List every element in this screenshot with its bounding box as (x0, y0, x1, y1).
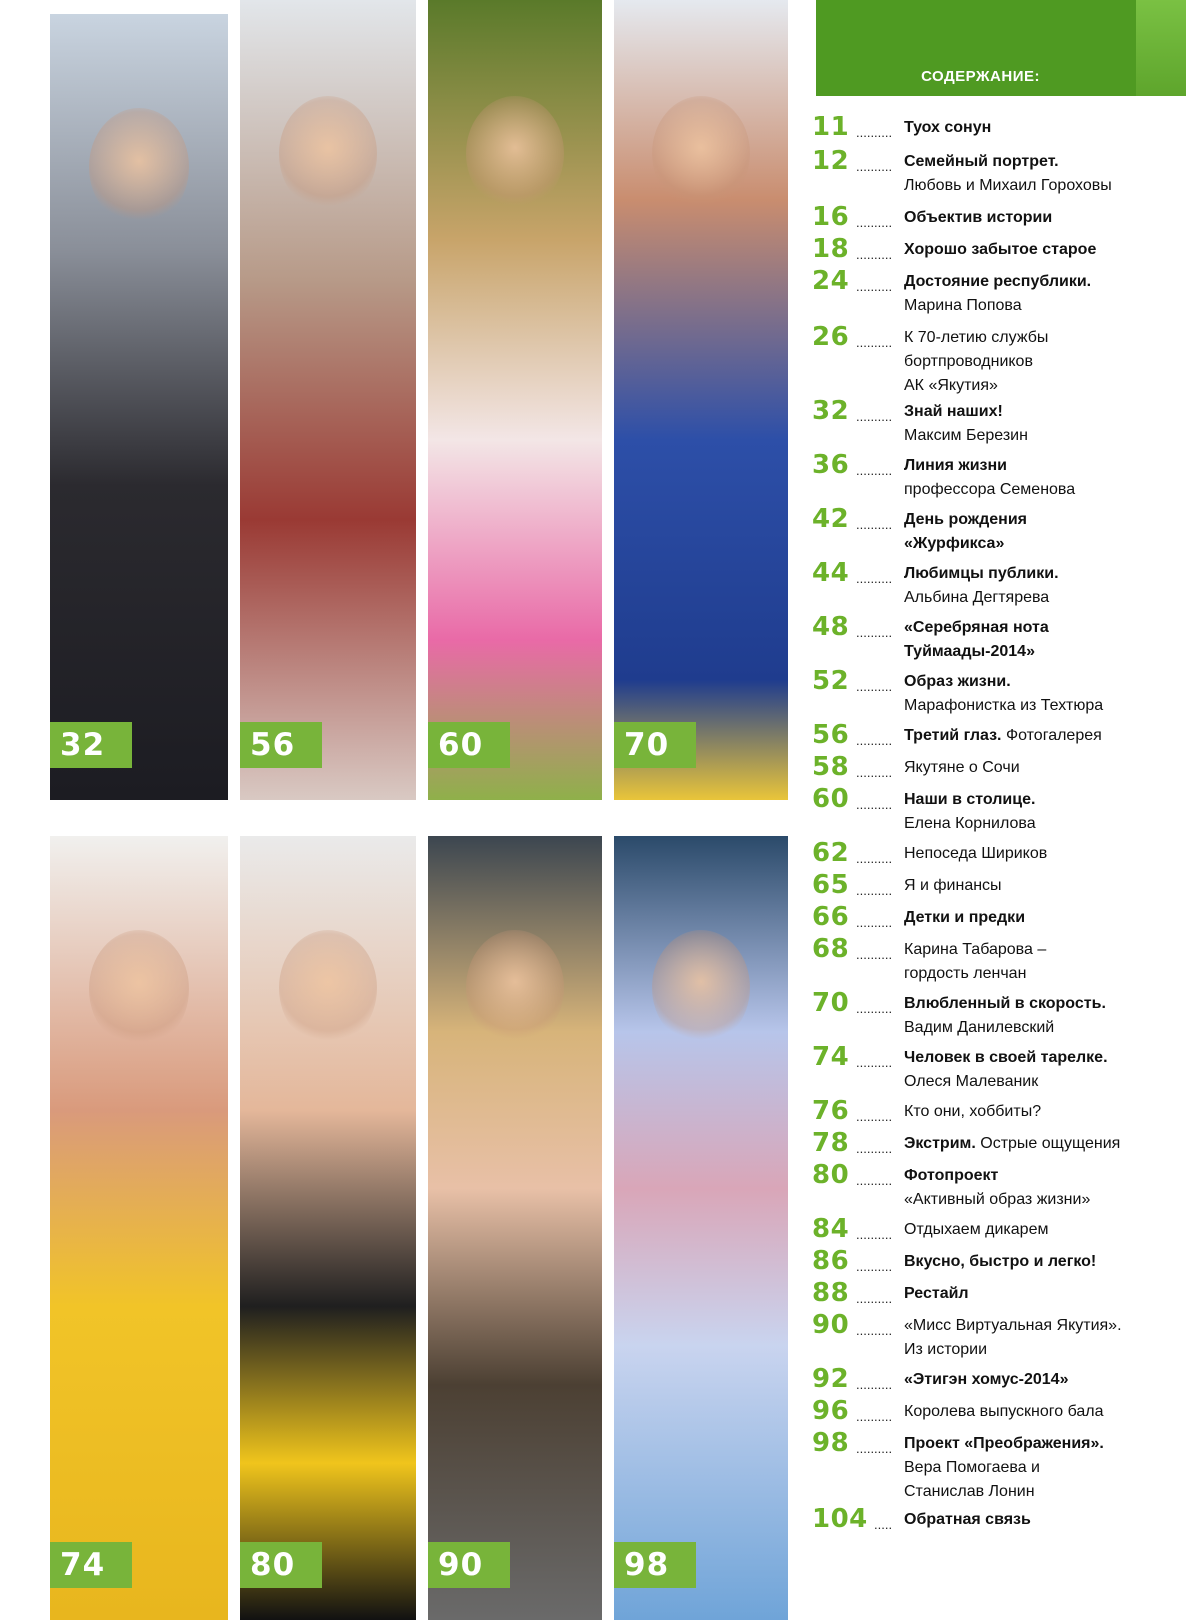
toc-title-regular: Максим Березин (904, 427, 1028, 444)
toc-title-regular: Вадим Данилевский (904, 1019, 1055, 1036)
toc-title-regular: Альбина Дегтярева (904, 589, 1050, 606)
toc-title (904, 1432, 1114, 1504)
photo-man-in-racing-suit (614, 0, 788, 800)
toc-title-regular: Карина Табарова – (904, 941, 1047, 958)
toc-title-bold: Семейный портрет. (904, 153, 1059, 170)
leader-dots: .......... (856, 1109, 893, 1124)
toc-page-number: 98 (812, 1428, 850, 1458)
toc-title (904, 270, 1114, 318)
toc-title-regular: Олеся Малеваник (904, 1073, 1039, 1090)
toc-title-line (904, 1432, 1114, 1456)
leader-dots: .......... (856, 765, 893, 780)
toc-page-number: 56 (812, 720, 850, 750)
photo-woman-in-white-hat (428, 0, 602, 800)
toc-title-regular: Якутяне о Сочи (904, 759, 1020, 776)
toc-title-regular: Любовь и Михаил Гороховы (904, 177, 1112, 194)
leader-dots: .......... (856, 1001, 893, 1016)
leader-dots: .......... (856, 1173, 893, 1188)
toc-title (904, 756, 1114, 780)
toc-title-line (904, 724, 1114, 748)
page-badge: 70 (614, 722, 696, 768)
toc-title-line (904, 1016, 1114, 1040)
toc-page-number: 36 (812, 450, 850, 480)
toc-title (904, 1164, 1114, 1212)
toc-title-regular: Кто они, хоббиты? (904, 1103, 1042, 1120)
toc-title-bold: Человек в своей тарелке. (904, 1049, 1108, 1066)
toc-title-bold: Рестайл (904, 1285, 969, 1302)
toc-title-bold: Достояние республики. (904, 273, 1092, 290)
toc-title-line (904, 326, 1114, 350)
page-badge: 32 (50, 722, 132, 768)
toc-page-number: 84 (812, 1214, 850, 1244)
toc-title (904, 1100, 1114, 1124)
toc-title (904, 842, 1114, 866)
toc-title-regular: Елена Корнилова (904, 815, 1036, 832)
toc-title-line (904, 350, 1114, 374)
toc-title (904, 1314, 1122, 1362)
leader-dots: .......... (856, 851, 893, 866)
toc-title-line (904, 1046, 1114, 1070)
toc-title-line (904, 562, 1114, 586)
toc-page-number: 104 (812, 1504, 868, 1534)
toc-title-bold: Проект «Преображения». (904, 1435, 1104, 1452)
toc-title-bold: Вкусно, быстро и легко! (904, 1253, 1097, 1270)
toc-title (904, 1046, 1114, 1094)
toc-title-line (904, 1218, 1114, 1242)
toc-title-bold: Экстрим. (904, 1135, 976, 1152)
leader-dots: .......... (856, 125, 893, 140)
toc-title-regular: профессора Семенова (904, 481, 1076, 498)
toc-title-line (904, 694, 1114, 718)
toc-page-number: 65 (812, 870, 850, 900)
toc-title-line (904, 508, 1114, 532)
toc-title-line (904, 670, 1114, 694)
toc-page-number: 68 (812, 934, 850, 964)
face-shape (466, 96, 563, 211)
toc-title-regular: бортпроводников (904, 353, 1033, 370)
toc-page-number: 24 (812, 266, 850, 296)
toc-title-regular: Марафонистка из Техтюра (904, 697, 1104, 714)
leader-dots: .......... (856, 215, 893, 230)
toc-title-regular: Королева выпускного бала (904, 1403, 1104, 1420)
toc-page-number: 92 (812, 1364, 850, 1394)
toc-title-line (904, 1508, 1114, 1532)
toc-title-regular: Непоседа Шириков (904, 845, 1048, 862)
leader-dots: .......... (856, 247, 893, 262)
side-strip (1136, 0, 1186, 96)
toc-title-bold: Любимцы публики. (904, 565, 1059, 582)
toc-title-line (904, 1188, 1114, 1212)
toc-title-line (904, 174, 1114, 198)
toc-title-bold: Объектив истории (904, 209, 1053, 226)
toc-title-bold: Третий глаз. (904, 727, 1002, 744)
leader-dots: .......... (856, 733, 893, 748)
toc-title-line (904, 1070, 1114, 1094)
toc-title-bold: Туох сонун (904, 119, 992, 136)
toc-title (904, 1282, 1114, 1306)
toc-title-line (904, 938, 1114, 962)
leader-dots: .......... (856, 517, 893, 532)
toc-title-line (904, 812, 1114, 836)
leader-dots: .......... (856, 159, 893, 174)
toc-title (904, 238, 1114, 262)
leader-dots: .......... (856, 463, 893, 478)
toc-title-line (904, 374, 1114, 398)
toc-title (904, 992, 1114, 1040)
toc-title-line (904, 1480, 1114, 1504)
toc-page-number: 86 (812, 1246, 850, 1276)
toc-title-line (904, 1164, 1114, 1188)
toc-title-line (904, 874, 1114, 898)
toc-title-bold: Детки и предки (904, 909, 1026, 926)
toc-page-number: 70 (812, 988, 850, 1018)
toc-title (904, 1400, 1114, 1424)
leader-dots: .......... (856, 1441, 893, 1456)
leader-dots: .......... (856, 409, 893, 424)
leader-dots: .......... (856, 1409, 893, 1424)
toc-title-line (904, 1250, 1114, 1274)
toc-page-number: 78 (812, 1128, 850, 1158)
photo-dancer-in-yellow (50, 836, 228, 1620)
toc-title-bold: Влюбленный в скорость. (904, 995, 1106, 1012)
toc-title (904, 1368, 1114, 1392)
leader-dots: ..... (874, 1517, 893, 1532)
toc-title (904, 938, 1114, 986)
toc-title-bold: Фотопроект (904, 1167, 999, 1184)
toc-page-number: 44 (812, 558, 850, 588)
toc-title-line (904, 586, 1114, 610)
toc-title-line (904, 1400, 1114, 1424)
toc-title-regular: Фотогалерея (1001, 727, 1102, 744)
leader-dots: .......... (856, 279, 893, 294)
toc-page-number: 76 (812, 1096, 850, 1126)
toc-title-line (904, 294, 1114, 318)
toc-title-line (904, 270, 1114, 294)
toc-title (904, 206, 1114, 230)
toc-title-regular: Марина Попова (904, 297, 1022, 314)
face-shape (652, 96, 749, 211)
toc-title (904, 906, 1114, 930)
toc-page-number: 48 (812, 612, 850, 642)
toc-title-regular: «Мисс Виртуальная Якутия». (904, 1317, 1122, 1334)
toc-page-number: 74 (812, 1042, 850, 1072)
toc-title-regular: АК «Якутия» (904, 377, 998, 394)
leader-dots: .......... (856, 625, 893, 640)
toc-page-number: 80 (812, 1160, 850, 1190)
page-badge: 80 (240, 1542, 322, 1588)
toc-title-bold: Образ жизни. (904, 673, 1011, 690)
toc-page-number: 66 (812, 902, 850, 932)
toc-title-line (904, 962, 1114, 986)
toc-title-bold: Обратная связь (904, 1511, 1031, 1528)
toc-title (904, 670, 1114, 718)
leader-dots: .......... (856, 797, 893, 812)
toc-title-line (904, 906, 1114, 930)
toc-title-line (904, 1456, 1114, 1480)
toc-title (904, 874, 1114, 898)
toc-title (904, 508, 1114, 556)
leader-dots: .......... (856, 1323, 893, 1338)
toc-title-bold: «Этигэн хомус-2014» (904, 1371, 1069, 1388)
toc-page-number: 62 (812, 838, 850, 868)
toc-page-number: 90 (812, 1310, 850, 1340)
leader-dots: .......... (856, 883, 893, 898)
leader-dots: .......... (856, 1291, 893, 1306)
toc-title-regular: Станислав Лонин (904, 1483, 1035, 1500)
face-shape (279, 930, 378, 1046)
toc-title (904, 616, 1114, 664)
toc-title (904, 1508, 1114, 1532)
leader-dots: .......... (856, 571, 893, 586)
toc-title-bold: «Журфикса» (904, 535, 1005, 552)
page-badge: 60 (428, 722, 510, 768)
leader-dots: .......... (856, 947, 893, 962)
toc-title (904, 454, 1114, 502)
toc-title-regular: К 70-летию службы (904, 329, 1049, 346)
toc-title-line (904, 400, 1114, 424)
toc-title-line (904, 756, 1114, 780)
toc-page-number: 16 (812, 202, 850, 232)
toc-page-number: 88 (812, 1278, 850, 1308)
toc-title-regular: Вера Помогаева и (904, 1459, 1040, 1476)
page-title: СОДЕРЖАНИЕ: (921, 68, 1040, 85)
toc-page-number: 58 (812, 752, 850, 782)
leader-dots: .......... (856, 915, 893, 930)
toc-title-bold: День рождения (904, 511, 1028, 528)
toc-title-line (904, 1282, 1114, 1306)
toc-page-number: 12 (812, 146, 850, 176)
toc-page-number: 11 (812, 112, 850, 142)
toc-title-line (904, 640, 1114, 664)
page-badge: 74 (50, 1542, 132, 1588)
toc-title-line (904, 1132, 1121, 1156)
toc-title-line (904, 1368, 1114, 1392)
page-badge: 98 (614, 1542, 696, 1588)
toc-title (904, 1132, 1121, 1156)
toc-title-bold: Знай наших! (904, 403, 1003, 420)
toc-title-line (904, 842, 1114, 866)
toc-title-line (904, 116, 1114, 140)
leader-dots: .......... (856, 1259, 893, 1274)
toc-title (904, 1218, 1114, 1242)
toc-title-line (904, 238, 1114, 262)
photo-young-man-in-sportswear (240, 836, 416, 1620)
photo-family-in-fur-winter (50, 14, 228, 800)
face-shape (89, 930, 189, 1047)
toc-title-line (904, 532, 1114, 556)
toc-title-bold: Туймаады-2014» (904, 643, 1035, 660)
toc-title-bold: Хорошо забытое старое (904, 241, 1097, 258)
toc-title-regular: гордость ленчан (904, 965, 1027, 982)
toc-title-line (904, 454, 1114, 478)
toc-page-number: 60 (812, 784, 850, 814)
toc-title (904, 1250, 1114, 1274)
toc-page-number: 26 (812, 322, 850, 352)
toc-title-line (904, 206, 1114, 230)
leader-dots: .......... (856, 335, 893, 350)
toc-title-regular: Из истории (904, 1341, 988, 1358)
toc-title (904, 562, 1114, 610)
leader-dots: .......... (856, 1055, 893, 1070)
toc-title-line (904, 1338, 1114, 1362)
leader-dots: .......... (856, 679, 893, 694)
face-shape (279, 96, 378, 212)
toc-title (904, 326, 1114, 398)
toc-page-number: 52 (812, 666, 850, 696)
toc-title-bold: Линия жизни (904, 457, 1007, 474)
toc-title (904, 116, 1114, 140)
toc-title-bold: Наши в столице. (904, 791, 1036, 808)
toc-title-line (904, 150, 1114, 174)
leader-dots: .......... (856, 1141, 893, 1156)
photo-child-with-fish (240, 0, 416, 800)
toc-page-number: 96 (812, 1396, 850, 1426)
leader-dots: .......... (856, 1227, 893, 1242)
page-badge: 56 (240, 722, 322, 768)
face-shape (466, 930, 563, 1045)
toc-title-line (904, 424, 1114, 448)
toc-title-bold: «Серебряная нота (904, 619, 1049, 636)
toc-title (904, 150, 1114, 198)
face-shape (89, 108, 189, 225)
table-of-contents (812, 0, 1122, 1620)
leader-dots: .......... (856, 1377, 893, 1392)
toc-title-line (904, 992, 1114, 1016)
toc-title-regular: Отдыхаем дикарем (904, 1221, 1049, 1238)
toc-title (904, 400, 1114, 448)
toc-title-line (904, 1100, 1114, 1124)
face-shape (652, 930, 749, 1045)
toc-title-regular: «Активный образ жизни» (904, 1191, 1091, 1208)
toc-title-line (904, 616, 1114, 640)
toc-page-number: 18 (812, 234, 850, 264)
toc-title-line (904, 788, 1114, 812)
toc-title-regular: Я и финансы (904, 877, 1002, 894)
toc-page-number: 32 (812, 396, 850, 426)
toc-title-line (904, 478, 1114, 502)
toc-title (904, 724, 1114, 748)
page-badge: 90 (428, 1542, 510, 1588)
toc-page-number: 42 (812, 504, 850, 534)
toc-title-regular: Острые ощущения (975, 1135, 1121, 1152)
toc-title-line (904, 1314, 1122, 1338)
toc-title (904, 788, 1114, 836)
photo-blonde-woman-in-fur (428, 836, 602, 1620)
photo-woman-with-blue-hair (614, 836, 788, 1620)
